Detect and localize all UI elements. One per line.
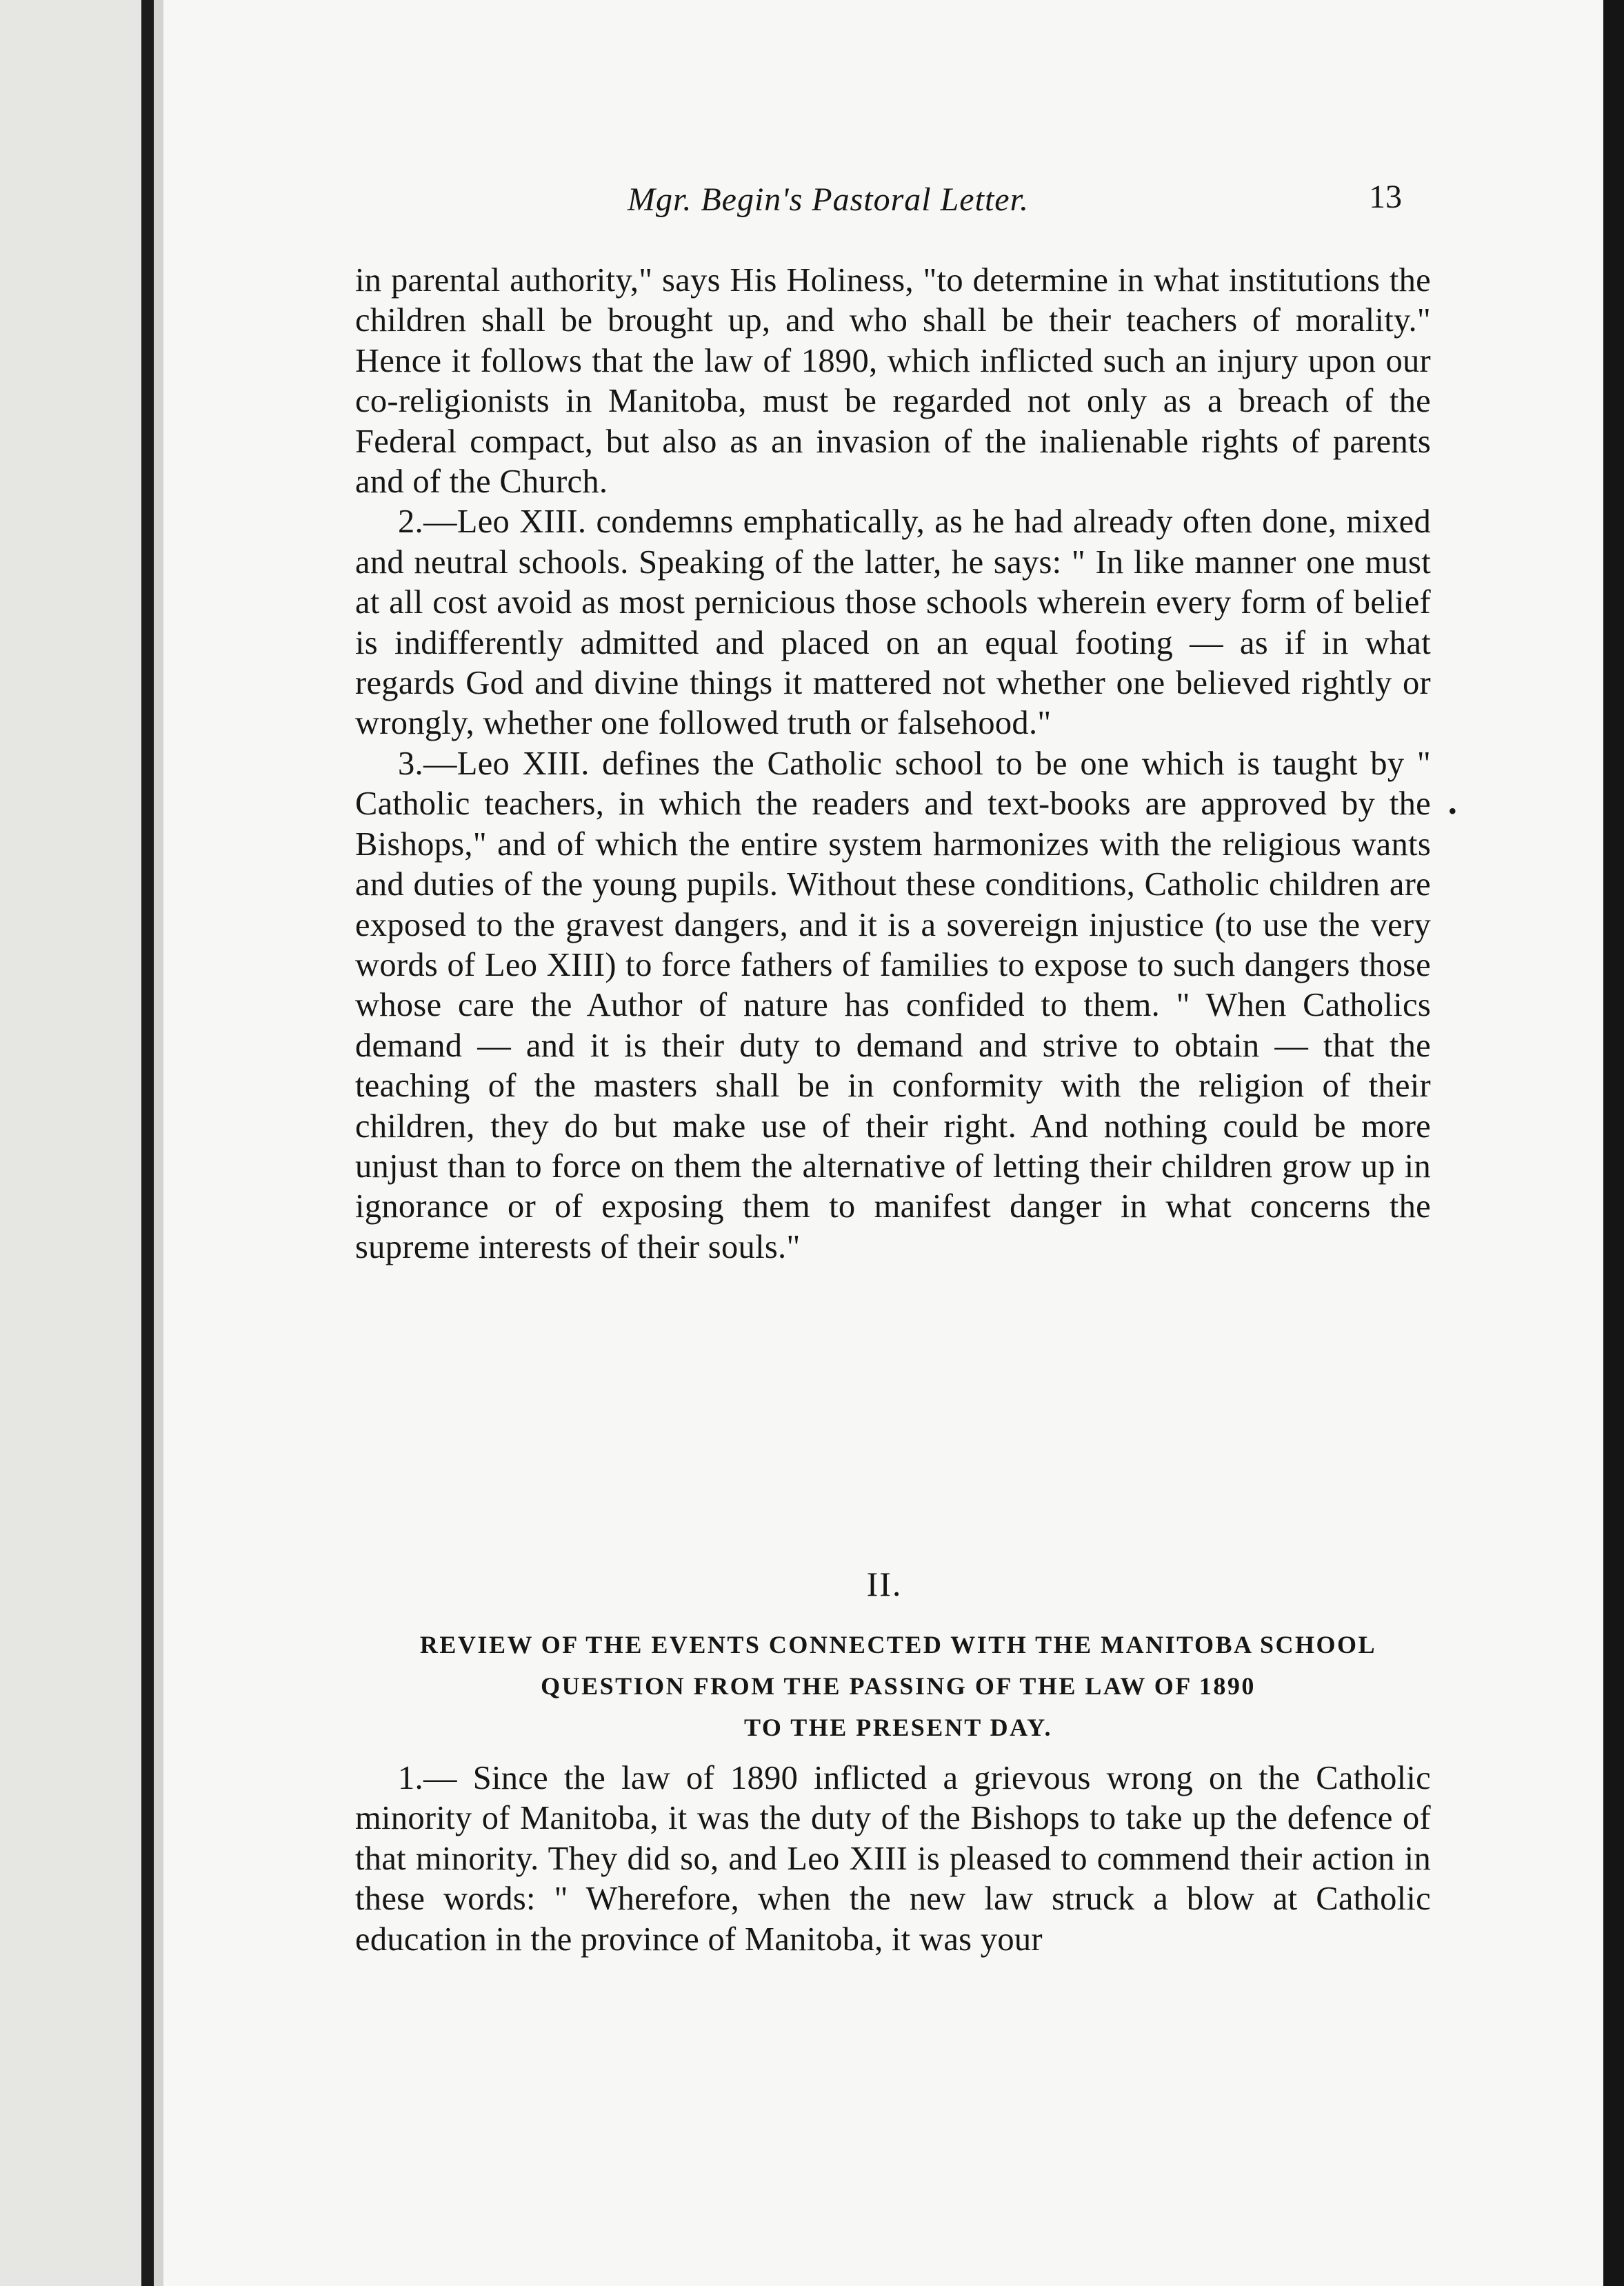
- section-heading-line-1: REVIEW OF THE EVENTS CONNECTED WITH THE MANITOBA SCHOOL: [419, 1631, 1377, 1658]
- stray-ink-dot: •: [1448, 797, 1457, 825]
- scan-right-edge: [1603, 0, 1624, 2286]
- section-numeral: II.: [866, 1565, 903, 1603]
- scan-left-margin: [0, 0, 141, 2286]
- section-heading-line-3: TO THE PRESENT DAY.: [743, 1714, 1052, 1741]
- paragraph-point-2: 2.—Leo XIII. condemns emphatically, as he had already often done, mixed and neutral schools. Speaking of the latter, he says: " In like manner one must at all cost avoid as most pernicious those schools wherein every form of belief is indifferently admitted and placed on an equal footing — as if in what regards God and divine things it mattered not whether one believed rightly or wrongly, whether one followed truth or falsehood.": [355, 503, 1431, 742]
- section-heading: [365, 1624, 1431, 1748]
- body-text-bottom: [355, 1758, 1431, 1960]
- body-text-top: [355, 261, 1431, 1267]
- scan-binding-gap: [154, 0, 163, 2286]
- scan-binding-edge: [141, 0, 154, 2286]
- running-title: Mgr. Begin's Pastoral Letter.: [628, 181, 1029, 218]
- section-heading-line-2: QUESTION FROM THE PASSING OF THE LAW OF 1890: [541, 1672, 1256, 1700]
- paragraph-section-2-point-1: 1.— Since the law of 1890 inflicted a grievous wrong on the Catholic minority of Manitoba, it was the duty of the Bishops to take up the defence of that minority. They did so, and Leo XIII is pleased to commend their action in these words: " Wherefore, when the new law struck a blow at Catholic education in the province of Manitoba, it was your: [355, 1760, 1431, 1958]
- page-number: 13: [1369, 179, 1402, 215]
- paragraph-continuation: in parental authority," says His Holiness, "to determine in what institutions the children shall be brought up, and who shall be their teachers of morality." Hence it follows that the law of 1890, which inflicted such an injury upon our co-religionists in Manitoba, must be regarded not only as a breach of the Federal compact, but also as an invasion of the inalienable rights of parents and of the Church.: [355, 262, 1431, 501]
- paragraph-point-3: 3.—Leo XIII. defines the Catholic school to be one which is taught by " Catholic teachers, in which the readers and text-books are approved by the Bishops," and of which the entire system harmonizes with the religious wants and duties of the young pupils. Without these conditions, Catholic children are exposed to the gravest dangers, and it is a sovereign injustice (to use the very words of Leo XIII) to force fathers of families to expose to such dangers those whose care the Author of nature has confided to them. " When Catholics demand — and it is their duty to demand and strive to obtain — that the teaching of the masters shall be in conformity with the religion of their children, they do but make use of their right. And nothing could be more unjust than to force on them the alternative of letting their children grow up in ignorance or of exposing them to manifest danger in what concerns the supreme interests of their souls.": [355, 745, 1431, 1265]
